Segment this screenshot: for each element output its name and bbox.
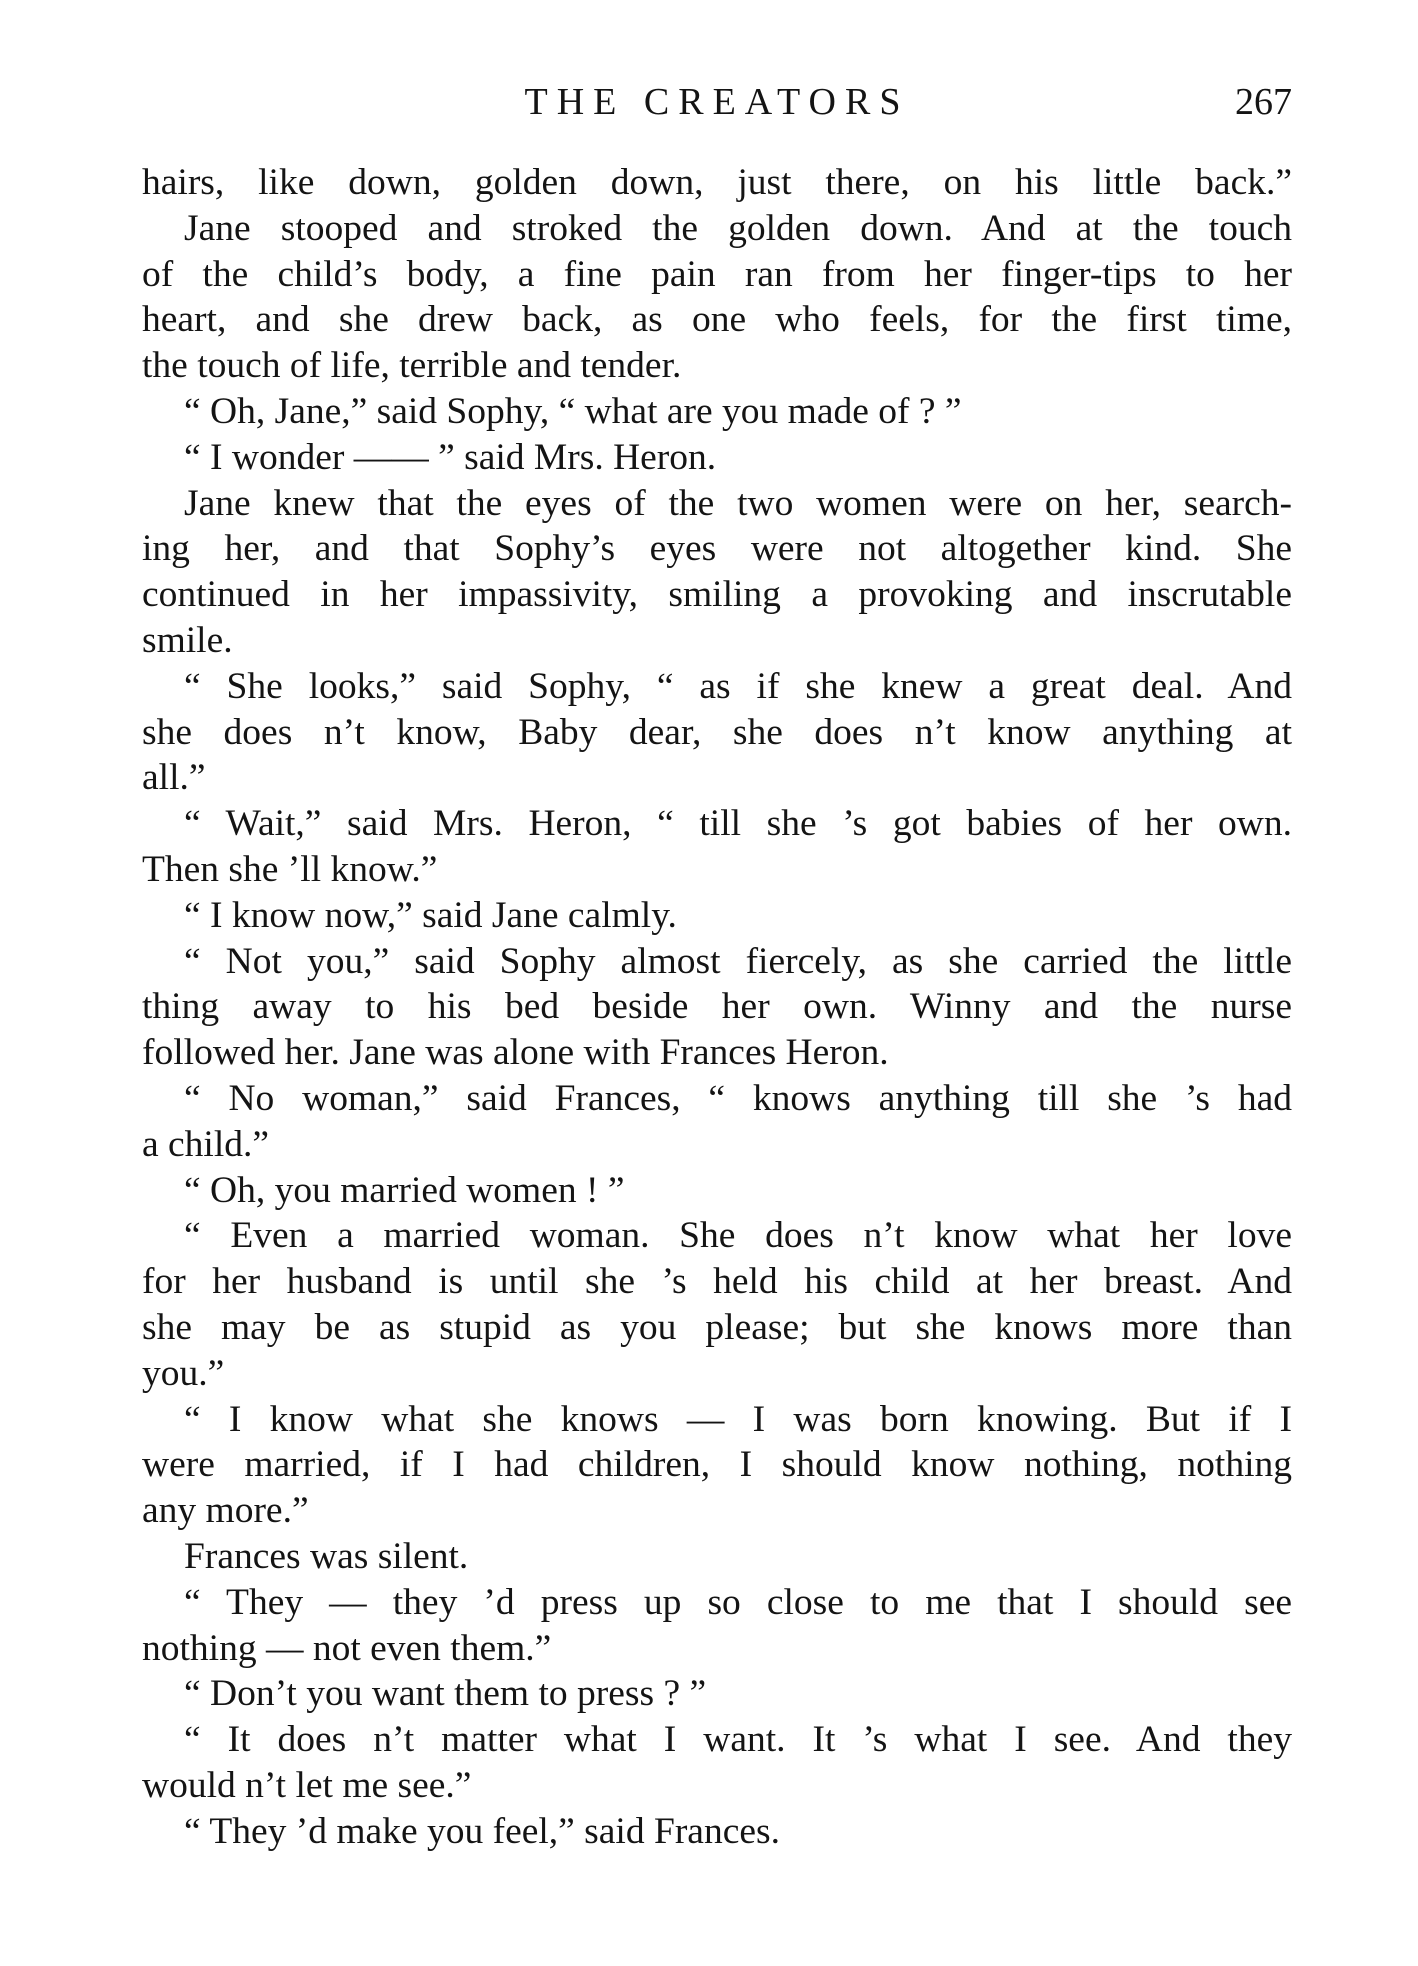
- text-line: “ It does n’t matter what I want. It ’s what I see. And they: [184, 1719, 1292, 1761]
- text-line: any more.”: [142, 1490, 309, 1532]
- text-line: “ No woman,” said Frances, “ knows anything till she ’s had: [184, 1077, 1292, 1119]
- text-line: the touch of life, terrible and tender.: [142, 345, 682, 387]
- text-line: continued in her impassivity, smiling a provoking and inscrutable: [142, 574, 1292, 616]
- text-line: followed her. Jane was alone with Frances Heron.: [142, 1032, 889, 1074]
- text-line: were married, if I had children, I should know nothing, nothing: [142, 1444, 1292, 1486]
- text-line: heart, and she drew back, as one who feels, for the first time,: [142, 299, 1292, 341]
- running-head: [142, 72, 1292, 132]
- text-line: a child.”: [142, 1123, 270, 1165]
- text-line: nothing — not even them.”: [142, 1627, 552, 1669]
- text-line: Frances was silent.: [184, 1535, 469, 1577]
- body-text: [142, 160, 1292, 1854]
- text-line: “ I wonder —— ” said Mrs. Heron.: [184, 436, 717, 478]
- text-line: would n’t let me see.”: [142, 1764, 472, 1806]
- text-line: she does n’t know, Baby dear, she does n’t know anything at: [142, 711, 1292, 753]
- text-line: “ Oh, you married women ! ”: [184, 1169, 625, 1211]
- text-line: “ Even a married woman. She does n’t know what her love: [184, 1215, 1292, 1257]
- text-line: all.”: [142, 757, 206, 799]
- text-line: “ Not you,” said Sophy almost fiercely, as she carried the little: [184, 940, 1292, 982]
- text-line: of the child’s body, a fine pain ran from her finger-tips to her: [142, 253, 1292, 295]
- text-line: Then she ’ll know.”: [142, 848, 438, 890]
- text-line: “ She looks,” said Sophy, “ as if she knew a great deal. And: [184, 665, 1292, 707]
- text-line: ing her, and that Sophy’s eyes were not altogether kind. She: [142, 528, 1292, 570]
- text-line: you.”: [142, 1352, 225, 1394]
- text-line: “ Wait,” said Mrs. Heron, “ till she ’s got babies of her own.: [184, 803, 1292, 845]
- text-line: “ I know what she knows — I was born knowing. But if I: [184, 1398, 1292, 1440]
- text-line: Jane knew that the eyes of the two women were on her, search-: [184, 482, 1292, 524]
- text-line: “ They ’d make you feel,” said Frances.: [184, 1810, 780, 1852]
- text-line: she may be as stupid as you please; but she knows more than: [142, 1306, 1292, 1348]
- running-title: THE CREATORS: [524, 81, 910, 123]
- text-line: for her husband is until she ’s held his child at her breast. And: [142, 1261, 1292, 1303]
- text-line: “ Don’t you want them to press ? ”: [184, 1673, 707, 1715]
- page-number: 267: [1235, 81, 1292, 123]
- text-line: hairs, like down, golden down, just there, on his little back.”: [142, 162, 1292, 203]
- text-line: smile.: [142, 619, 233, 661]
- text-line: “ Oh, Jane,” said Sophy, “ what are you made of ? ”: [184, 390, 962, 432]
- text-line: Jane stooped and stroked the golden down. And at the touch: [184, 207, 1292, 249]
- text-line: “ I know now,” said Jane calmly.: [184, 894, 677, 936]
- text-line: “ They — they ’d press up so close to me that I should see: [184, 1581, 1292, 1623]
- text-line: thing away to his bed beside her own. Winny and the nurse: [142, 986, 1292, 1028]
